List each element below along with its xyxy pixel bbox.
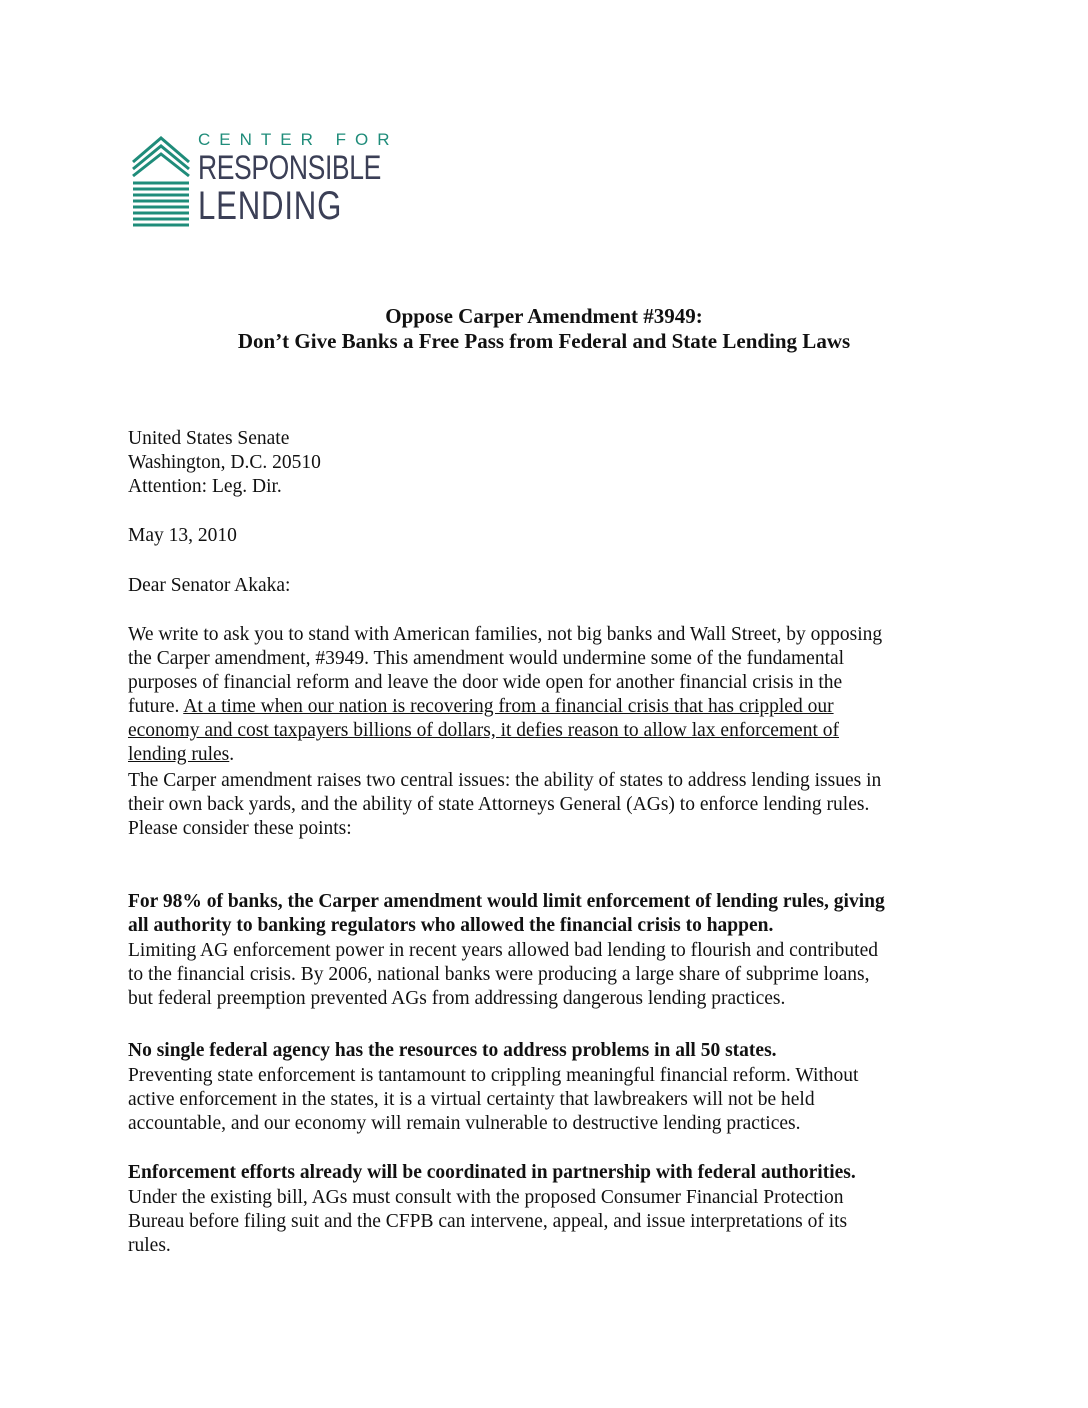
logo-line-lending: LENDING bbox=[198, 184, 343, 228]
point-3-body bbox=[128, 1186, 963, 1258]
letter-date: May 13, 2010 bbox=[128, 525, 237, 546]
paragraph-line: The Carper amendment raises two central issues: the ability of states to address lending issues in bbox=[128, 770, 882, 791]
point-1-body bbox=[128, 939, 963, 1011]
point-2-heading: No single federal agency has the resources to address problems in all 50 states. bbox=[128, 1040, 777, 1061]
recipient-address bbox=[128, 427, 963, 499]
underlined-text: lending rules bbox=[128, 744, 230, 765]
address-line: United States Senate bbox=[128, 428, 290, 449]
paragraph-line: Bureau before filing suit and the CFPB can intervene, appeal, and issue interpretations of its bbox=[128, 1211, 848, 1232]
paragraph-line: rules. bbox=[128, 1235, 171, 1256]
paragraph-line: but federal preemption prevented AGs from addressing dangerous lending practices. bbox=[128, 988, 786, 1009]
paragraph-line: the Carper amendment, #3949. This amendment would undermine some of the fundamental bbox=[128, 648, 845, 669]
heading-line: all authority to banking regulators who allowed the financial crisis to happen. bbox=[128, 915, 774, 936]
address-line: Attention: Leg. Dir. bbox=[128, 476, 282, 497]
text-segment: future. bbox=[128, 696, 184, 717]
paragraph-line: active enforcement in the states, it is a virtual certainty that lawbreakers will not be held bbox=[128, 1089, 815, 1110]
paragraph-line: to the financial crisis. By 2006, national banks were producing a large share of subprime loans, bbox=[128, 964, 870, 985]
point-1-heading bbox=[128, 890, 963, 938]
address-line: Washington, D.C. 20510 bbox=[128, 452, 321, 473]
point-2-body bbox=[128, 1064, 963, 1136]
paragraph-line: Preventing state enforcement is tantamount to crippling meaningful financial reform. Without bbox=[128, 1065, 859, 1086]
paragraph-line: Under the existing bill, AGs must consult with the proposed Consumer Financial Protection bbox=[128, 1187, 844, 1208]
paragraph-line bbox=[128, 743, 963, 767]
point-3-heading: Enforcement efforts already will be coordinated in partnership with federal authorities. bbox=[128, 1162, 856, 1183]
underlined-text: At a time when our nation is recovering from a financial crisis that has crippled our bbox=[183, 696, 834, 717]
salutation: Dear Senator Akaka: bbox=[128, 575, 291, 596]
logo-wordmark bbox=[198, 130, 432, 226]
building-stripes-logo-icon bbox=[131, 132, 191, 232]
paragraph-line: We write to ask you to stand with American families, not big banks and Wall Street, by opposing bbox=[128, 624, 883, 645]
paragraph-line: purposes of financial reform and leave the door wide open for another financial crisis in the bbox=[128, 672, 843, 693]
text-segment: . bbox=[229, 744, 235, 765]
paragraph-line: Limiting AG enforcement power in recent years allowed bad lending to flourish and contributed bbox=[128, 940, 878, 961]
paragraph-line: accountable, and our economy will remain vulnerable to destructive lending practices. bbox=[128, 1113, 801, 1134]
paragraph-intro bbox=[128, 623, 963, 767]
logo-line-responsible: RESPONSIBLE bbox=[198, 149, 381, 187]
heading-line: For 98% of banks, the Carper amendment would limit enforcement of lending rules, giving bbox=[128, 891, 885, 912]
document-title-line-1: Oppose Carper Amendment #3949: bbox=[385, 304, 703, 328]
paragraph-line: Please consider these points: bbox=[128, 818, 352, 839]
organization-logo bbox=[131, 130, 399, 235]
paragraph-issues bbox=[128, 769, 963, 841]
paragraph-line: their own back yards, and the ability of state Attorneys General (AGs) to enforce lending rules. bbox=[128, 794, 870, 815]
logo-line-center-for: CENTER FOR bbox=[198, 130, 399, 149]
underlined-text: economy and cost taxpayers billions of dollars, it defies reason to allow lax enforcement of bbox=[128, 720, 839, 741]
paragraph-line bbox=[128, 695, 963, 719]
paragraph-line bbox=[128, 719, 963, 743]
document-title-line-2: Don’t Give Banks a Free Pass from Federal and State Lending Laws bbox=[237, 329, 851, 353]
